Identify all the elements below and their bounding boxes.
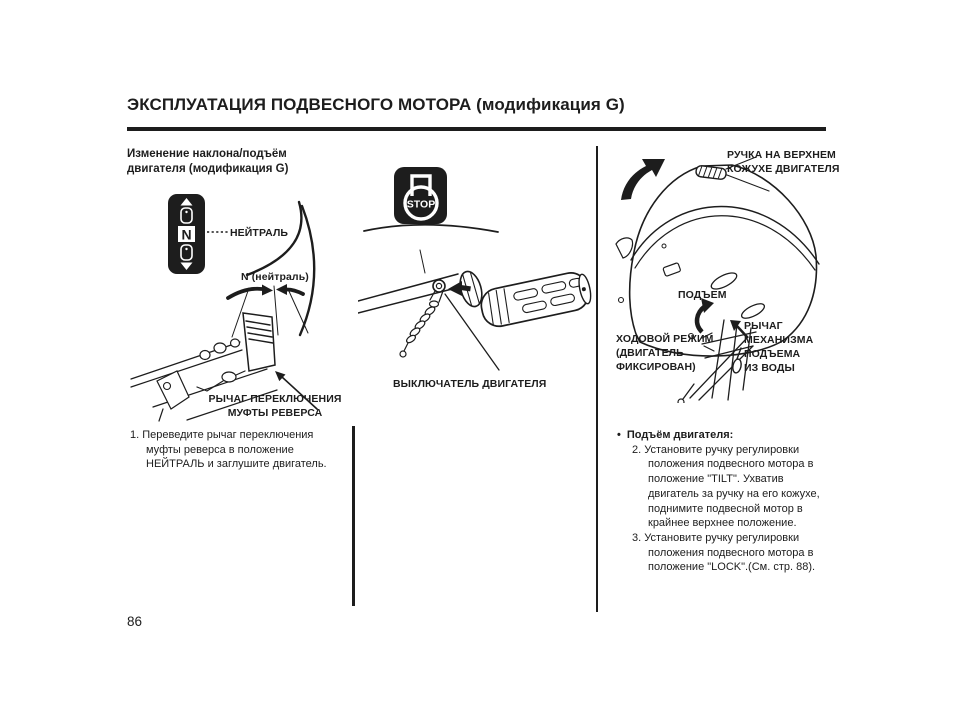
- label-n-neutral: N (нейтраль): [241, 271, 309, 283]
- text-line: 1. Переведите рычаг переключения: [130, 429, 314, 441]
- label-neutral: НЕЙТРАЛЬ: [230, 227, 289, 239]
- text-line: положение "LOCK".(См. стр. 88).: [648, 561, 816, 574]
- procedure-heading-text: Подъём двигателя:: [626, 429, 734, 441]
- label-tilt: ПОДЪЕМ: [678, 289, 727, 301]
- text-line: положения подвесного мотора в: [648, 546, 814, 559]
- text-line: 2. Установите ручку регулировки: [632, 443, 800, 456]
- label-shift-lever-line: РЫЧАГ ПЕРЕКЛЮЧЕНИЯ: [208, 393, 342, 405]
- label-run-mode-line: (ДВИГАТЕЛЬ: [616, 347, 684, 359]
- label-tilt-lever-line: ИЗ ВОДЫ: [744, 362, 795, 374]
- label-tilt-lever: [744, 319, 813, 375]
- tilt-rotation-arrow: [697, 298, 714, 332]
- engine-switch-illustration: [358, 160, 598, 395]
- tilt-up-arrow: [621, 159, 665, 200]
- column-divider-left: [352, 426, 355, 606]
- neutral-indicator-icon: [168, 194, 205, 274]
- section-heading-line: двигателя (модификация G): [127, 162, 289, 175]
- title-rule: [127, 127, 826, 131]
- text-line: двигатель за ручку на его кожухе,: [648, 487, 820, 500]
- label-engine-switch: ВЫКЛЮЧАТЕЛЬ ДВИГАТЕЛЯ: [393, 378, 547, 390]
- text-line: муфты реверса в положение: [146, 443, 294, 456]
- engine-stop-icon: [394, 167, 447, 224]
- label-shift-lever: [195, 392, 355, 420]
- label-top-handle-line: КОЖУХЕ ДВИГАТЕЛЯ: [727, 162, 840, 175]
- neutral-letter: N: [181, 226, 192, 243]
- section-heading-line: Изменение наклона/подъём: [127, 148, 287, 160]
- label-run-mode-line: ХОДОВОЙ РЕЖИМ: [616, 333, 714, 345]
- procedure-heading: [617, 428, 820, 443]
- stop-icon-label: STOP: [406, 198, 436, 211]
- label-run-mode-line: ФИКСИРОВАН): [616, 361, 696, 373]
- label-tilt-lever-line: РЫЧАГ: [744, 320, 783, 332]
- page-number: 86: [127, 614, 143, 629]
- label-tilt-lever-line: МЕХАНИЗМА: [744, 334, 814, 346]
- label-top-handle-line: РУЧКА НА ВЕРХНЕМ: [727, 149, 836, 161]
- bullet: •: [617, 429, 621, 441]
- label-tilt-lever-line: ПОДЪЕМА: [744, 348, 801, 360]
- text-line: 3. Установите ручку регулировки: [632, 531, 800, 544]
- text-line: поднимите подвесной мотор в: [648, 502, 803, 515]
- tiller-linework: [358, 225, 594, 370]
- label-top-handle: [727, 149, 840, 176]
- section-heading: [127, 147, 288, 176]
- label-run-mode: [616, 332, 713, 374]
- neutral-swing-arrows: [228, 284, 303, 298]
- page-title: ЭКСПЛУАТАЦИЯ ПОДВЕСНОГО МОТОРА (модификация G): [127, 95, 625, 114]
- procedure-engine-lift: [617, 428, 820, 575]
- text-line: положения подвесного мотора в: [648, 458, 814, 471]
- lanyard-spring: [405, 305, 436, 344]
- text-line: крайнее верхнее положение.: [648, 517, 797, 530]
- label-shift-lever-line: МУФТЫ РЕВЕРСА: [227, 407, 323, 419]
- step1-text: [130, 428, 327, 472]
- text-line: положение "TILT". Ухватив: [648, 473, 784, 486]
- gear-shift-illustration: [127, 185, 357, 425]
- text-line: НЕЙТРАЛЬ и заглушите двигатель.: [146, 458, 327, 471]
